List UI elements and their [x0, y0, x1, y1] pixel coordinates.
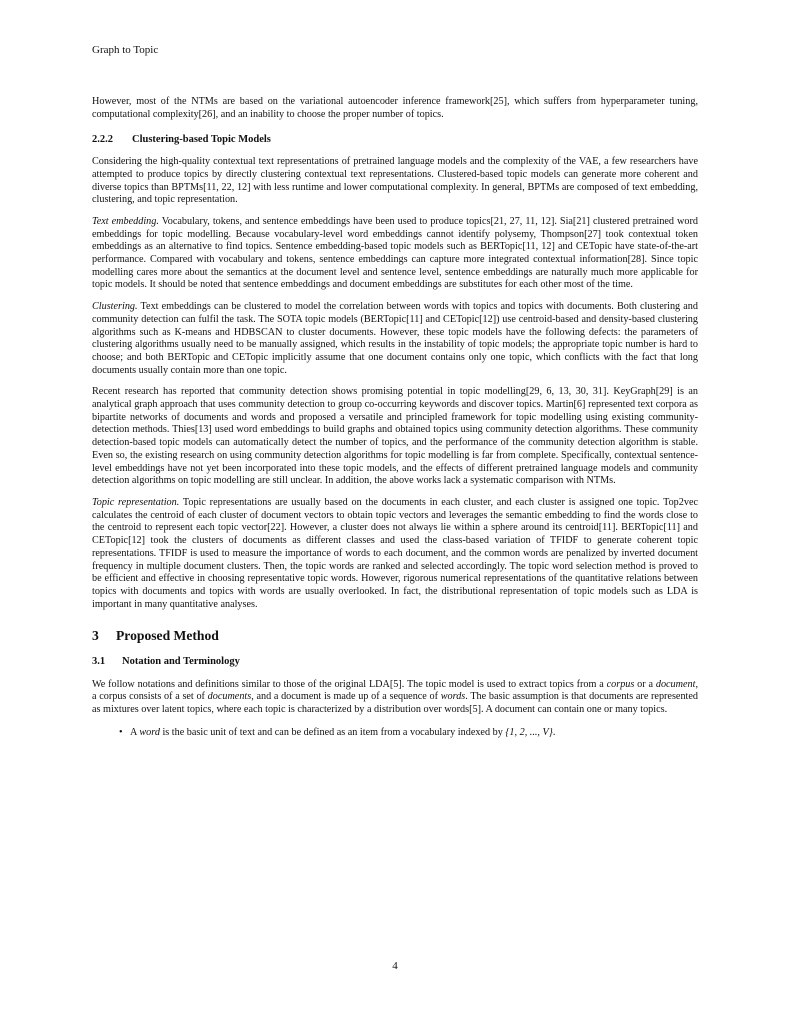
- paragraph-clustering: [92, 301, 698, 377]
- text-run: or a: [634, 678, 656, 690]
- section-title: Proposed Method: [116, 628, 219, 644]
- paragraph-notation: [92, 679, 698, 717]
- page-number: 4: [392, 960, 398, 972]
- text-run: .: [552, 726, 556, 738]
- term-documents: documents: [207, 691, 252, 703]
- list-item: [119, 726, 698, 740]
- paragraph-lead: Text embedding.: [92, 215, 159, 227]
- paragraph-topic-representation: [92, 497, 698, 611]
- paragraph-text: Text embeddings can be clustered to model the correlation between words with topics and topics with documents. Both clustering and community detection can fulfil the task. The SOTA topic models (BERTopic[11] and CETopic[12]) use centroid-based and density-based clustering algorithms such as K-means and HDBSCAN to cluster documents. However, these topic models have the following defects: the parameters of clustering algorithms usually need to be manually assigned, which results in the instability of topic models; the appropriate topic number is hard to choose; and both BERTopic and CETopic implicitly assume that one document contains only one topic, which conflicts with the fact that long documents usually contain more than one topic.: [92, 301, 698, 376]
- paragraph-clustering-intro: Considering the high-quality contextual text representations of pretrained language models and the complexity of the VAE, a few researchers have attempted to produce topics by directly clustering contextual text representations. Clustered-based topic models can generate more coherent and diverse topics than BPTMs[11, 22, 12] with less runtime and lower computational complexity. In general, BPTMs are composed of text embedding, clustering, and topic representation.: [92, 156, 698, 206]
- text-run: is the basic unit of text and can be defined as an item from a vocabulary indexed by: [159, 726, 506, 738]
- bullet-icon: •: [119, 726, 123, 738]
- paragraph-text-embedding: [92, 216, 698, 292]
- math-vocabulary-index: {1, 2, ..., V}: [505, 726, 553, 738]
- section-title: Notation and Terminology: [122, 656, 240, 668]
- term-corpus: corpus: [606, 678, 635, 690]
- term-word: word: [139, 726, 160, 738]
- section-title: Clustering-based Topic Models: [132, 134, 271, 146]
- paragraph-lead: Topic representation.: [92, 496, 180, 508]
- section-heading-2-2-2: [92, 134, 698, 147]
- section-number: 2.2.2: [92, 134, 113, 146]
- term-words: words: [440, 691, 466, 703]
- text-run: . The basic assumption is that documents are represented as mixtures over latent topics, where each topic is characterized by a distribution over words[5]. A document can contain one or many topics.: [92, 691, 698, 716]
- paragraph-recent-research: Recent research has reported that community detection shows promising potential in topic modelling[29, 6, 13, 30, 31]. KeyGraph[29] is an analytical graph approach that uses community detection to group co-occurring keywords and discover topics. Martin[6] represented text corpora as bipartite networks of documents and words and proposed a versatile and principled framework for topic modelling using existing community-detection methods. Thies[13] used word embeddings to build graphs and obtained topics using community detection algorithms. These community detection-based topic models can automatically detect the number of topics, and the performance of the community detection algorithm is stable. Even so, the existing research on using community detection algorithms for topic modelling is far from complete. Specifically, contextual sentence-level embeddings have not yet been incorporated into these topic models, and the effects of different pretrained language models and community detection algorithms on topic modelling are still unclear. In addition, the above works lack a systematic comparison with NTMs.: [92, 386, 698, 487]
- paragraph-lead: Clustering.: [92, 301, 138, 313]
- term-document: document: [655, 678, 696, 690]
- section-number: 3: [92, 628, 99, 644]
- section-heading-3-1: [92, 656, 698, 669]
- text-run: , and a document is made up of a sequence of: [251, 691, 441, 703]
- text-run: A: [130, 726, 140, 738]
- text-run: We follow notations and definitions similar to those of the original LDA[5]. The topic model is used to extract topics from a: [92, 678, 607, 690]
- page-body: [92, 96, 698, 740]
- paragraph-text: Vocabulary, tokens, and sentence embeddings have been used to produce topics[21, 27, 11, 12]. Sia[21] clustered pretrained word embeddings for topic modelling. Because vocabulary-level word embeddings cannot identify polysemy, Thompson[27] took contextual token embeddings as an alternative to find topics. Sentence embedding-based topic models such as BERTopic[11, 12] and CETopic have state-of-the-art performance. Compared with vocabulary and tokens, sentence embeddings can capture more integrated contextual information[28]. Since topic modelling cares more about the semantics at the document level and sentence level, sentence embeddings are naturally much more applicable for topic models. It should be noted that sentence embeddings and document embeddings are substitutes for each other most of the time.: [92, 215, 698, 291]
- running-head: Graph to Topic: [92, 44, 159, 56]
- paragraph-text: Topic representations are usually based on the documents in each cluster, and each cluster is assigned one topic. Top2vec calculates the centroid of each cluster of document vectors to obtain topic vectors and leverages the semantic embedding to find the words close to the centroid to represent each topic vector[22]. However, a cluster does not always lie within a sphere around its centroid[11]. BERTopic[11] and CETopic[12] took the clusters of documents as different classes and used the class-based variation of TFIDF to generate coherent topic representations. TFIDF is used to measure the importance of words to each document, and the common words are penalized by inverted document frequency in multiple document clusters. Then, the topic words are ranked and selected accordingly. The topic word selection method is proved to be efficient and effective in choosing representative topic words. However, rigorous numerical representations of the quantitative relations between topics with documents and topics with words are usually overlooked. In fact, the distributional representation of topic models such as LDA is important in many quantitative analyses.: [92, 496, 699, 610]
- section-number: 3.1: [92, 656, 106, 668]
- definition-list: [92, 727, 698, 740]
- paragraph-intro: However, most of the NTMs are based on the variational autoencoder inference framework[25], which suffers from hyperparameter tuning, computational complexity[26], and an inability to choose the proper number of topics.: [92, 96, 698, 120]
- text-run: , a corpus consists of a set of: [92, 678, 698, 703]
- section-heading-3: [92, 630, 698, 643]
